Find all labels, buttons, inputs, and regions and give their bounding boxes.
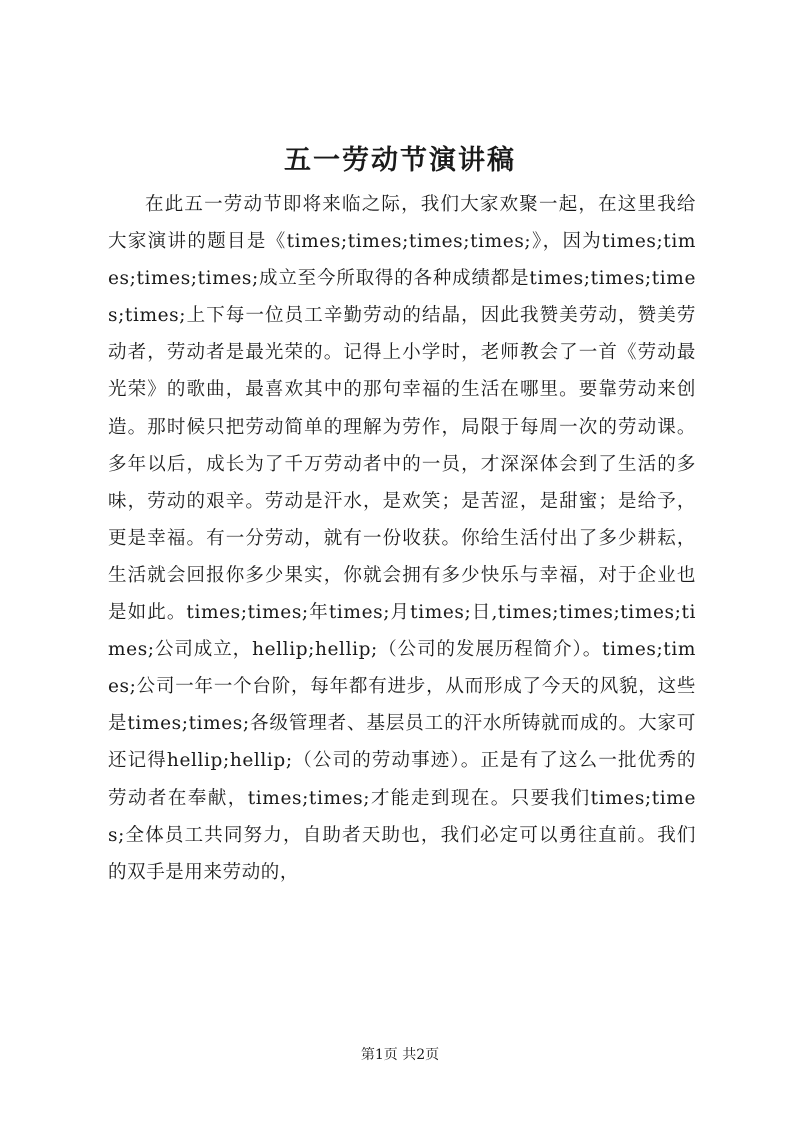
page-footer bbox=[0, 1044, 800, 1064]
body-paragraph: 在此五一劳动节即将来临之际，我们大家欢聚一起，在这里我给大家演讲的题目是《times;times;times;times;》，因为times;times;times;times;成立至今所取得的各种成绩都是times;times;times;times;上下每一位员工辛勤劳动的结晶，因此我赞美劳动，赞美劳动者，劳动者是最光荣的。记得上小学时，老师教会了一首《劳动最光荣》的歌曲，最喜欢其中的那句幸福的生活在哪里。要靠劳动来创造。那时候只把劳动简单的理解为劳作，局限于每周一次的劳动课。多年以后，成长为了千万劳动者中的一员，才深深体会到了生活的多味，劳动的艰辛。劳动是汗水，是欢笑；是苦涩，是甜蜜；是给予，更是幸福。有一分劳动，就有一份收获。你给生活付出了多少耕耘，生活就会回报你多少果实，你就会拥有多少快乐与幸福，对于企业也是如此。times;times;年times;月times;日,times;times;times;times;公司成立，hellip;hellip;（公司的发展历程简介）。times;times;公司一年一个台阶，每年都有进步，从而形成了今天的风貌，这些是times;times;各级管理者、基层员工的汗水所铸就而成的。大家可还记得hellip;hellip;（公司的劳动事迹）。正是有了这么一批优秀的劳动者在奉献，times;times;才能走到现在。只要我们times;times;全体员工共同努力，自助者天助也，我们必定可以勇往直前。我们的双手是用来劳动的， bbox=[108, 194, 696, 883]
page-number-label: 第1页 共2页 bbox=[360, 1047, 440, 1063]
document-title: 五一劳动节演讲稿 bbox=[284, 145, 516, 176]
